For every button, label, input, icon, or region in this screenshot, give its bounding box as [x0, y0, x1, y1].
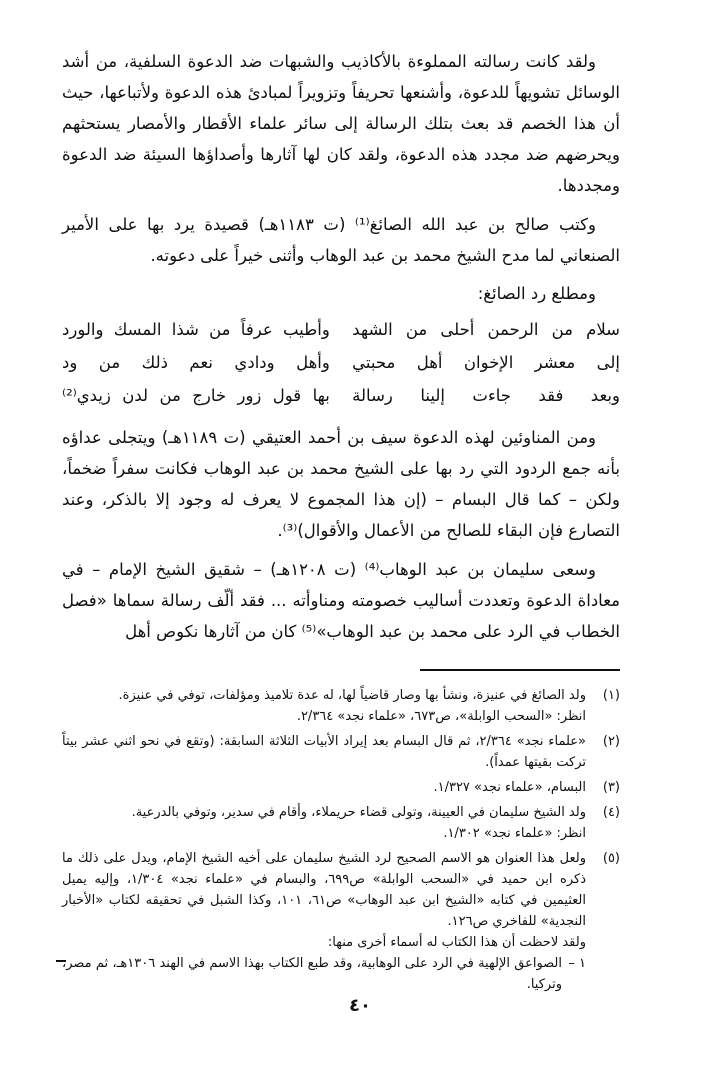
footnote-number: (١)	[602, 688, 620, 703]
footnote-separator	[420, 669, 620, 671]
paragraph-3: ومن المناوئين لهذه الدعوة سيف بن أحمد العتيقي (ت ١١٨٩هـ) ويتجلى عداؤه بأنه جمع الردود التي رد بها على الشيخ محمد بن عبد الوهاب فكانت سفراً ضخماً، ولكن – كما قال البسام – (إن هذا المجموع لا يعرف له وجود إلا بالذكر، وعند التصارع فإن البقاء للصالح من الأعمال والأقوال)⁽³⁾.	[62, 428, 620, 540]
footnote-text: ولقد لاحظت أن هذا الكتاب له أسماء أخرى منها:	[327, 935, 586, 950]
footnote-text: «علماء نجد» ٢/٣٦٤، ثم قال البسام بعد إيراد الأبيات الثلاثة السابقة: (وتقع في نحو اثني عشر بيتاً تركت بقيتها عمداً).	[62, 734, 586, 770]
footnote	[62, 685, 620, 727]
margin-mark	[56, 960, 66, 962]
poem-verse	[62, 313, 620, 346]
verse-second-hemistich: وأهل ودادي نعم ذلك من ود	[62, 353, 330, 372]
verse-first-hemistich: وبعد فقد جاءت إلينا رسالة	[352, 386, 620, 405]
footnote	[62, 777, 620, 798]
footnote-text: ولد الصائغ في عنيزة، ونشأ بها وصار قاضياً لها، له عدة تلاميذ ومؤلفات، توفي في عنيزة.	[118, 688, 586, 703]
verse-second-hemistich: بها قول زور خارج من لدن زيدي⁽²⁾	[62, 386, 330, 405]
footnote-text: ولعل هذا العنوان هو الاسم الصحيح لرد الشيخ سليمان على أخيه الشيخ الإمام، ويدل على ذلك ما ذكره ابن حميد في «السحب الوابلة» ص٦٩٩، والبسام في «علماء نجد» ١/٣٠٤، وإليه يميل العثيمين في كتابه «الشيخ ابن عبد الوهاب» ص٦١، ١٠١، وكذا الشبل في تحقيقه لكتاب «الأخبار النجدية» للفاخري ص١٢٦.	[62, 851, 587, 929]
footnote-number: (٢)	[602, 734, 620, 749]
footnote	[62, 848, 620, 995]
paragraph-1: ولقد كانت رسالته المملوءة بالأكاذيب والشبهات ضد الدعوة السلفية، من أشد الوسائل تشويهاً للدعوة، وأشنعها تحريفاً وتزويراً لمبادئ هذه الدعوة ولأتباعها، حيث أن هذا الخصم قد بعث بتلك الرسالة إلى سائر علماء الأقطار والأمصار يستحثهم ويحرضهم ضد مجدد هذه الدعوة، ولقد كان لها آثارها وأصداؤها السيئة ضد الدعوة ومجددها.	[62, 52, 620, 195]
page-number: ٤٠	[349, 995, 371, 1016]
footnote-reference: انظر: «علماء نجد» ١/٣٠٢.	[443, 826, 586, 841]
footnote	[62, 731, 620, 773]
verse-first-hemistich: إلى معشر الإخوان أهل محبتي	[352, 353, 620, 372]
footnote-number: (٤)	[602, 805, 620, 820]
poem-verse	[62, 346, 620, 379]
paragraph-4: وسعى سليمان بن عبد الوهاب⁽⁴⁾ (ت ١٢٠٨هـ) – شقيق الشيخ الإمام – في معاداة الدعوة وتعددت أساليب خصومته ومناوأته ... فقد ألّف رسالة سماها «فصل الخطاب في الرد على محمد بن عبد الوهاب»⁽⁵⁾ كان من آثارها نكوص أهل	[62, 560, 620, 641]
list-item-text: الصواعق الإلهية في الرد على الوهابية، وقد طبع الكتاب بهذا الاسم في الهند ١٣٠٦هـ، ثم مصر، وتركيا.	[62, 956, 563, 992]
footnotes	[62, 685, 620, 995]
footnote-number: (٣)	[602, 780, 620, 795]
footnote-text: البسام، «علماء نجد» ١/٣٢٧.	[433, 780, 586, 795]
verse-second-hemistich: وأطيب عرفاً من شذا المسك والورد	[62, 320, 330, 339]
page-content	[62, 46, 620, 999]
poem	[62, 313, 620, 412]
footnote	[62, 802, 620, 844]
footnote-reference: انظر: «السحب الوابلة»، ص٦٧٣، «علماء نجد» ٢/٣٦٤.	[296, 709, 586, 724]
verse-first-hemistich: سلام من الرحمن أحلى من الشهد	[352, 320, 620, 339]
footnote-list-item	[62, 953, 586, 995]
footnote-text: ولد الشيخ سليمان في العيينة، وتولى قضاء حريملاء، وأقام في سدير، وتوفي بالدرعية.	[131, 805, 586, 820]
poem-heading: ومطلع رد الصائغ:	[477, 284, 596, 303]
paragraph-2: وكتب صالح بن عبد الله الصائغ⁽¹⁾ (ت ١١٨٣هـ) قصيدة يرد بها على الأمير الصنعاني لما مدح الشيخ محمد بن عبد الوهاب وأثنى خيراً على دعوته.	[62, 215, 620, 265]
footnote-number: (٥)	[602, 851, 620, 866]
poem-verse	[62, 379, 620, 412]
list-item-number: ١ –	[568, 956, 586, 971]
